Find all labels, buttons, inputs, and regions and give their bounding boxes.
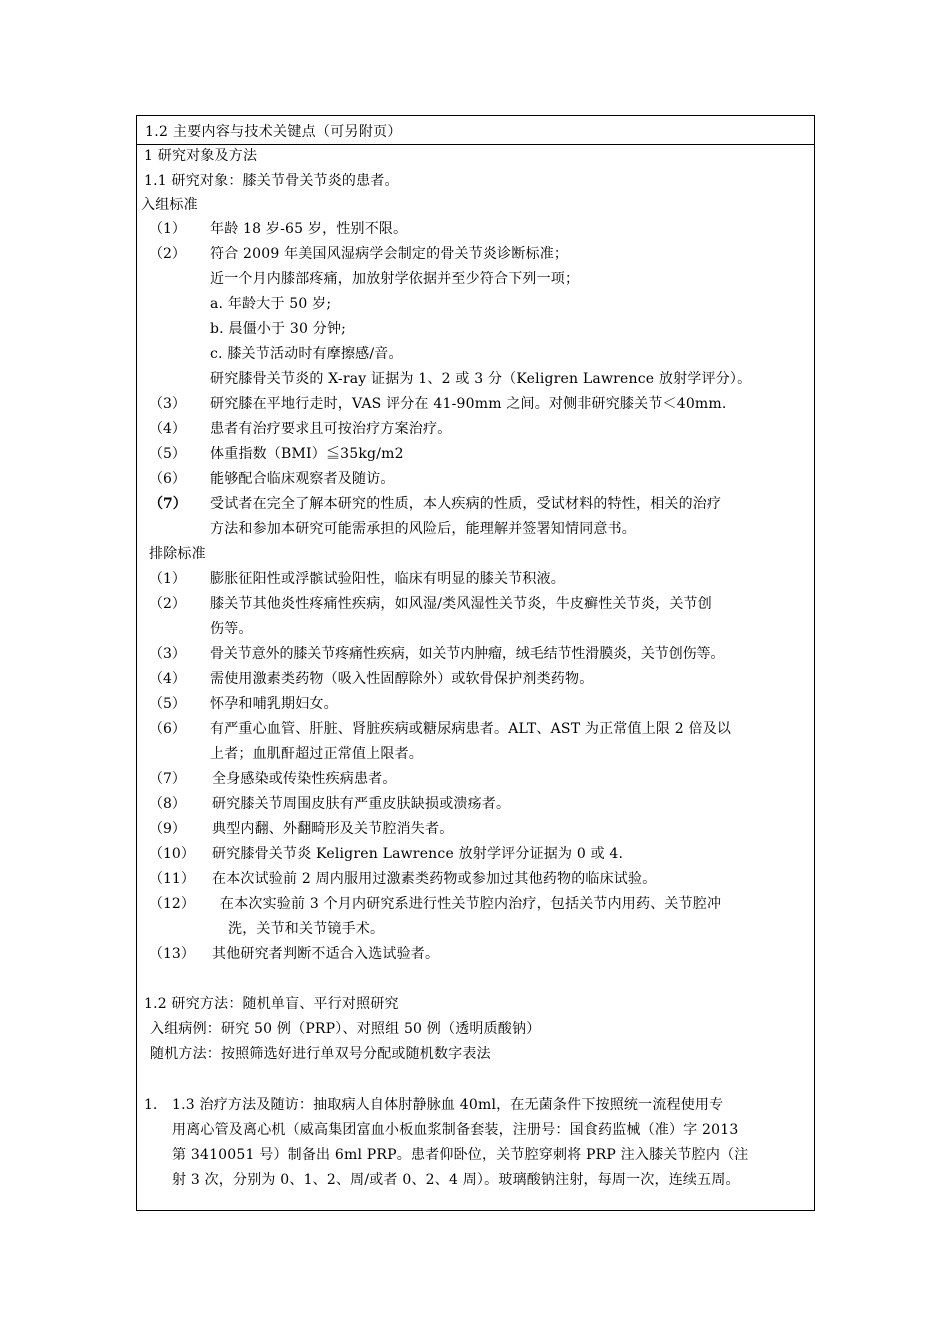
section-1-1: 1.1 研究对象：膝关节骨关节炎的患者。	[144, 173, 399, 189]
exc-text: 上者；血肌酐超过正常值上限者。	[210, 746, 423, 762]
exc-text: 有严重心血管、肝脏、肾脏疾病或糖尿病患者。ALT、AST 为正常值上限 2 倍及以	[210, 721, 732, 737]
exc-text: 研究膝关节周围皮肤有严重皮肤缺损或溃疡者。	[212, 796, 511, 812]
section-1-title: 1 研究对象及方法	[144, 148, 258, 164]
exc-num: （10）	[149, 846, 195, 862]
xray-criterion: 研究膝骨关节炎的 X-ray 证据为 1、2 或 3 分（Keligren Lawrence 放射学评分）。	[210, 371, 752, 387]
treat-text: 1.3 治疗方法及随访：抽取病人自体肘静脉血 40ml，在无菌条件下按照统一流程使用专	[172, 1097, 724, 1113]
inc-text: 患者有治疗要求且可按治疗方案治疗。	[210, 421, 452, 437]
treat-text: 用离心管及离心机（威高集团富血小板血浆制备套装，注册号：国食药监械（准）字 2013	[172, 1122, 739, 1138]
method-random: 随机方法：按照筛选好进行单双号分配或随机数字表法	[150, 1046, 491, 1062]
exc-text: 伤等。	[210, 621, 253, 637]
exc-num: （12）	[149, 896, 195, 912]
sub-item: c. 膝关节活动时有摩擦感/音。	[210, 346, 403, 362]
treat-num: 1.	[144, 1097, 158, 1113]
inc-text: 年龄 18 岁-65 岁，性别不限。	[210, 221, 408, 237]
sub-item: b. 晨僵小于 30 分钟;	[210, 321, 347, 337]
inc-num: （2）	[149, 246, 186, 262]
exc-num: （1）	[149, 571, 186, 587]
exc-text: 膨胀征阳性或浮髌试验阳性，临床有明显的膝关节积液。	[210, 571, 565, 587]
treat-text: 第 3410051 号）制备出 6ml PRP。患者仰卧位，关节腔穿刺将 PRP 注入膝关节腔内（注	[172, 1147, 749, 1163]
inc-num: （5）	[149, 446, 186, 462]
sub-item: a. 年龄大于 50 岁;	[210, 296, 332, 312]
exc-text: 膝关节其他炎性疼痛性疾病，如风湿/类风湿性关节炎，牛皮癣性关节炎，关节创	[210, 596, 712, 612]
inc-text: 体重指数（BMI）≦35kg/m2	[210, 446, 404, 462]
exc-num: （7）	[149, 771, 186, 787]
exc-num: （4）	[149, 671, 186, 687]
exc-num: （9）	[149, 821, 186, 837]
exclusion-title: 排除标准	[149, 546, 206, 562]
exc-num: （11）	[149, 871, 195, 887]
exc-text: 在本次试验前 2 周内服用过激素类药物或参加过其他药物的临床试验。	[212, 871, 657, 887]
exc-text: 全身感染或传染性疾病患者。	[212, 771, 397, 787]
exc-text: 骨关节意外的膝关节疼痛性疾病，如关节内肿瘤，绒毛结节性滑膜炎，关节创伤等。	[210, 646, 725, 662]
inc-text: 能够配合临床观察者及随访。	[210, 471, 395, 487]
inc-num: （3）	[149, 396, 186, 412]
inc-text: 符合 2009 年美国风湿病学会制定的骨关节炎诊断标准；	[210, 246, 569, 262]
exc-num: （13）	[149, 946, 195, 962]
method-cases: 入组病例：研究 50 例（PRP）、对照组 50 例（透明质酸钠）	[150, 1021, 541, 1037]
header-row	[137, 116, 814, 145]
exc-text: 在本次实验前 3 个月内研究系进行性关节腔内治疗，包括关节内用药、关节腔冲	[220, 896, 722, 912]
exc-num: （3）	[149, 646, 186, 662]
exc-num: （2）	[149, 596, 186, 612]
inc-text: 研究膝在平地行走时，VAS 评分在 41-90mm 之间。对侧非研究膝关节＜40mm.	[210, 396, 727, 412]
inc-num: （7）	[149, 496, 187, 512]
exc-num: （5）	[149, 696, 186, 712]
inc-num: （6）	[149, 471, 186, 487]
treat-text: 射 3 次，分别为 0、1、2、周/或者 0、2、4 周）。玻璃酸钠注射，每周一次，连续五周。	[172, 1172, 740, 1188]
exc-text: 典型内翻、外翻畸形及关节腔消失者。	[212, 821, 454, 837]
section-header: 1.2 主要内容与技术关键点（可另附页）	[145, 124, 402, 140]
inclusion-title: 入组标准	[141, 197, 198, 213]
method-title: 1.2 研究方法：随机单盲、平行对照研究	[144, 996, 399, 1012]
inc-num: （1）	[149, 221, 186, 237]
inc-text: 方法和参加本研究可能需承担的风险后，能理解并签署知情同意书。	[210, 521, 636, 537]
inc-num: （4）	[149, 421, 186, 437]
exc-text: 洗，关节和关节镜手术。	[228, 921, 385, 937]
exc-text: 研究膝骨关节炎 Keligren Lawrence 放射学评分证据为 0 或 4.	[212, 846, 624, 862]
inc-text: 受试者在完全了解本研究的性质，本人疾病的性质，受试材料的特性，相关的治疗	[210, 496, 722, 512]
exc-text: 怀孕和哺乳期妇女。	[210, 696, 338, 712]
exc-text: 需使用激素类药物（吸入性固醇除外）或软骨保护剂类药物。	[210, 671, 594, 687]
exc-num: （8）	[149, 796, 186, 812]
inc-text: 近一个月内膝部疼痛，加放射学依据并至少符合下列一项；	[210, 271, 580, 287]
exc-num: （6）	[149, 721, 186, 737]
exc-text: 其他研究者判断不适合入选试验者。	[212, 946, 440, 962]
